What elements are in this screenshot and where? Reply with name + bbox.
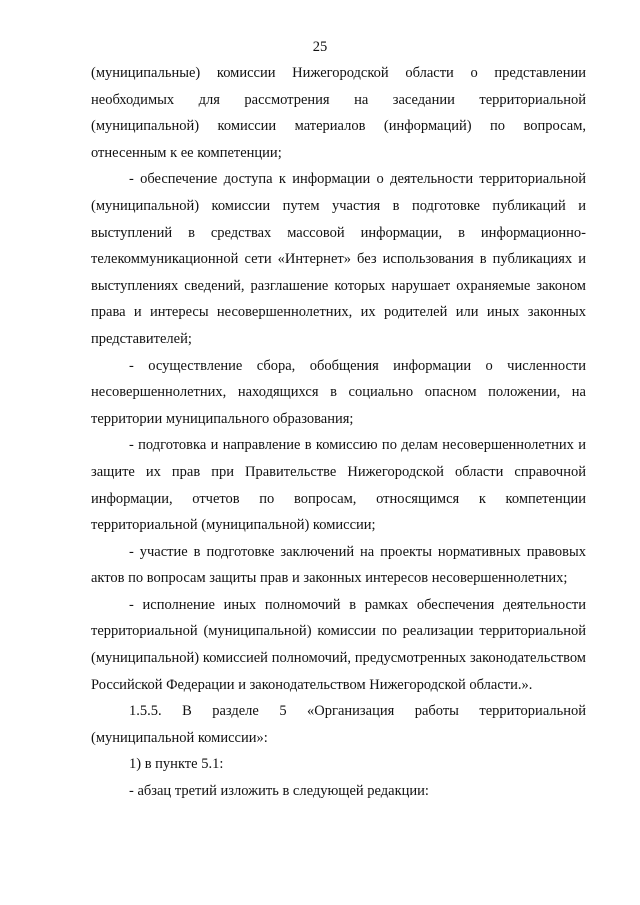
paragraph-reporting: - подготовка и направление в комиссию по делам несовершеннолетних и защите их прав при Правительстве Нижегородской области справочной информации, отчетов по вопросам, относящимся к компетенции территориальной (муниципальной) комиссии; xyxy=(91,437,586,534)
paragraph-third-subparagraph: - абзац третий изложить в следующей редакции: xyxy=(129,783,429,800)
paragraph-continuation: (муниципальные) комиссии Нижегородской области о представлении необходимых для рассмотрения на заседании территориальной (муниципальной) комиссии материалов (информаций) по вопросам, отнесенным к ее компетенции; xyxy=(91,65,586,161)
paragraph-item-5-1: 1) в пункте 5.1: xyxy=(129,756,224,773)
paragraph-legal-drafts: - участие в подготовке заключений на проекты нормативных правовых актов по вопросам защиты прав и законных интересов несовершеннолетних; xyxy=(91,543,586,587)
paragraph-section-5-amendment: 1.5.5. В разделе 5 «Организация работы территориальной (муниципальной комиссии»: xyxy=(91,703,586,746)
page-number: 25 xyxy=(312,39,328,55)
document-body xyxy=(91,60,586,805)
paragraph-information-access: - обеспечение доступа к информации о деятельности территориальной (муниципальной) комиссии путем участия в подготовке публикаций и выступлений в средствах массовой информации, в информационно-телекоммуникационной сети «Интернет» без использования в публикациях и выступлениях сведений, разглашение которых нарушает охраняемые законом права и интересы несовершеннолетних, их родителей или иных законных представителей; xyxy=(91,171,586,347)
paragraph-other-powers: - исполнение иных полномочий в рамках обеспечения деятельности территориальной (муниципальной) комиссии по реализации территориальной (муниципальной) комиссией полномочий, предусмотренных законодательством Российской Федерации и законодательством Нижегородской области.». xyxy=(91,596,586,693)
paragraph-data-collection: - осуществление сбора, обобщения информации о численности несовершеннолетних, находящихся в социально опасном положении, на территории муниципального образования; xyxy=(91,357,586,427)
